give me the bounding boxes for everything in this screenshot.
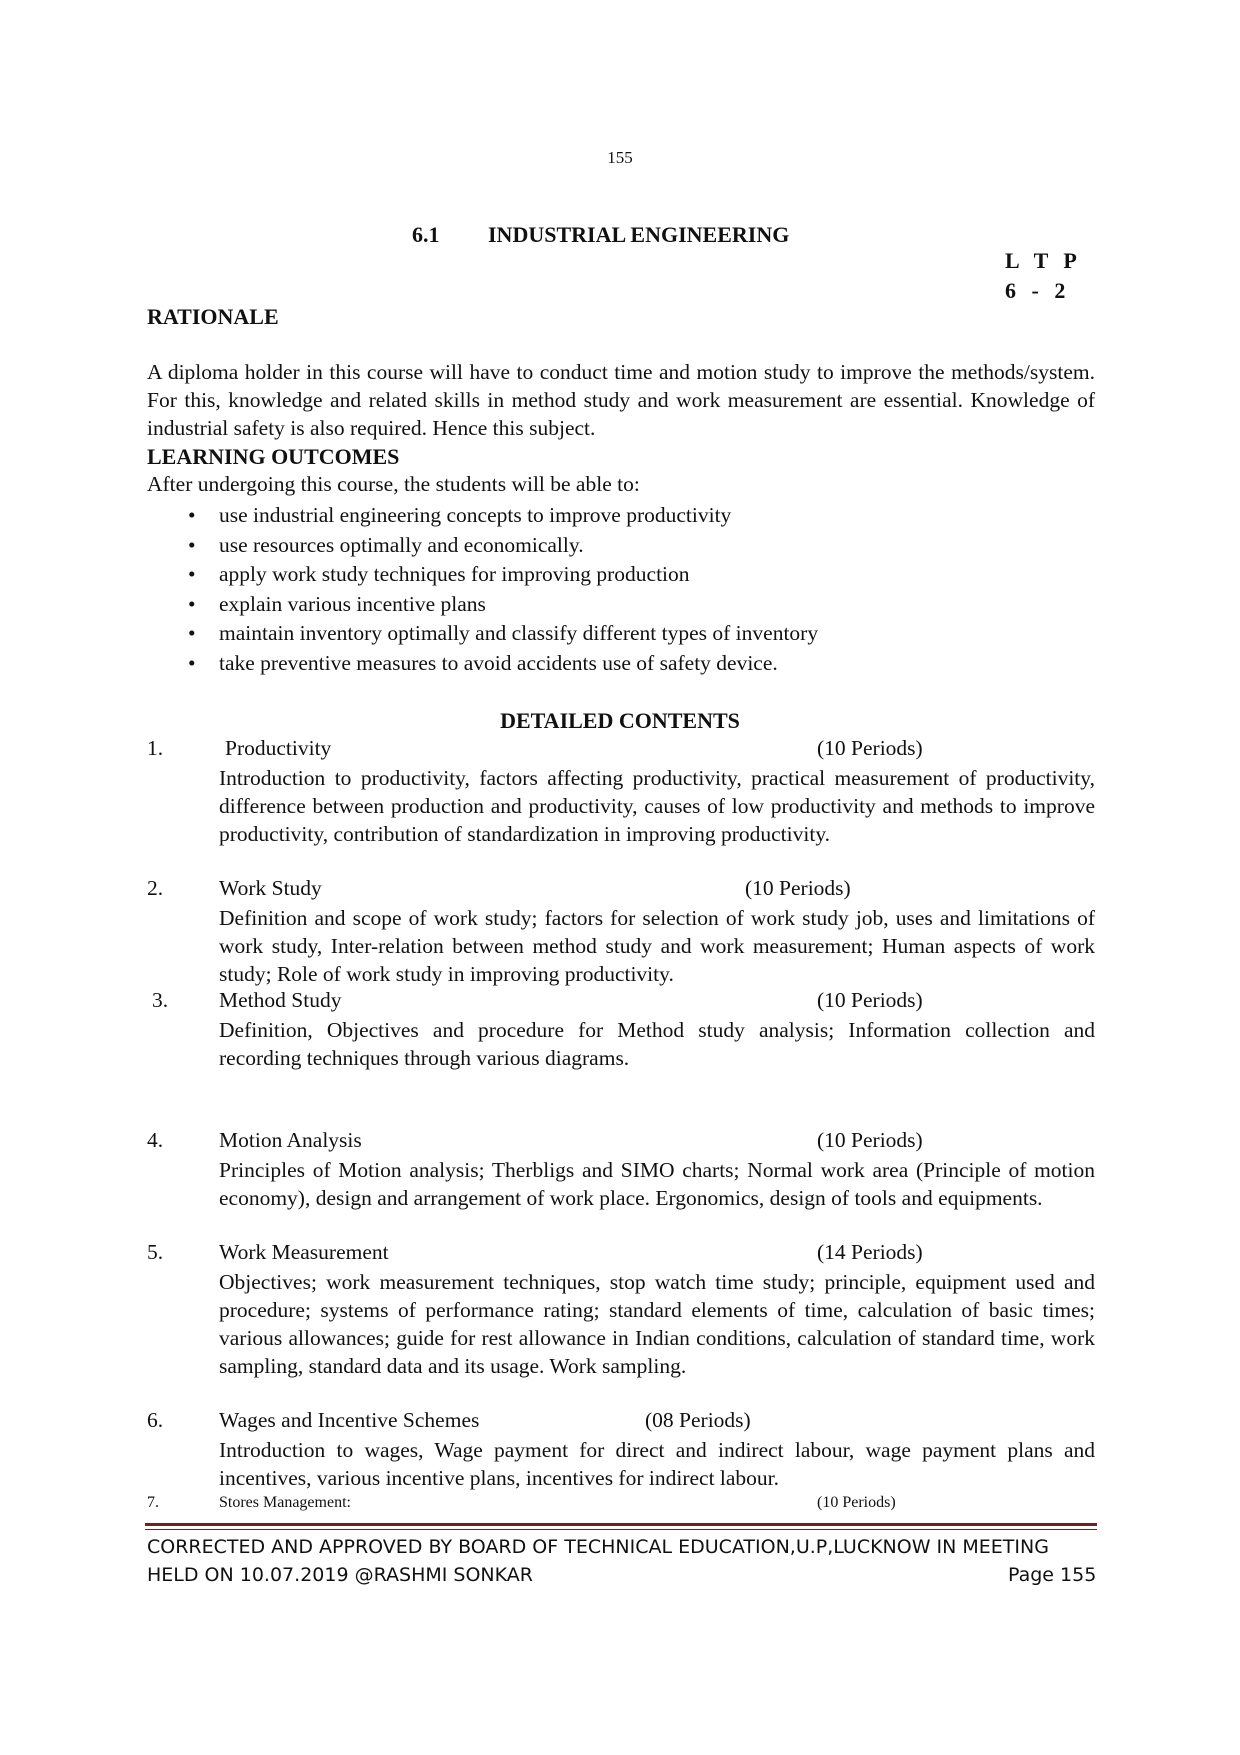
module-title: Stores Management: bbox=[219, 1494, 351, 1511]
module-title: Motion Analysis bbox=[219, 1128, 362, 1152]
module-number: 3. bbox=[152, 988, 169, 1012]
module-number: 2. bbox=[147, 876, 164, 900]
module-title: Productivity bbox=[225, 736, 332, 760]
module-description: Definition, Objectives and procedure for Method study analysis; Information collection and recording techniques through various diagrams. bbox=[219, 1018, 1095, 1070]
course-title bbox=[412, 222, 789, 248]
ltp-values: 6 - 2 bbox=[1005, 278, 1066, 303]
course-title-text: INDUSTRIAL ENGINEERING bbox=[488, 222, 790, 247]
module-number: 6. bbox=[147, 1408, 164, 1432]
module-title: Wages and Incentive Schemes bbox=[219, 1408, 480, 1432]
course-number: 6.1 bbox=[412, 222, 440, 247]
page-number: 155 bbox=[607, 148, 633, 167]
module-periods: (08 Periods) bbox=[645, 1408, 751, 1432]
footer-page-label: Page 155 bbox=[1008, 1564, 1097, 1586]
module-number: 1. bbox=[147, 736, 164, 760]
module-description: Introduction to wages, Wage payment for direct and indirect labour, wage payment plans and incentives, various incentive plans, incentives for indirect labour. bbox=[219, 1438, 1095, 1490]
list-item: • use industrial engineering concepts to improve productivity bbox=[188, 501, 818, 531]
learning-outcomes-heading: LEARNING OUTCOMES bbox=[147, 444, 400, 469]
module-title: Work Measurement bbox=[219, 1240, 389, 1264]
list-item: • use resources optimally and economically. bbox=[188, 531, 818, 561]
module-title: Work Study bbox=[219, 876, 322, 900]
ltp-header: L T P bbox=[1005, 248, 1077, 273]
list-item: • maintain inventory optimally and classify different types of inventory bbox=[188, 619, 818, 649]
list-item: • explain various incentive plans bbox=[188, 590, 818, 620]
learning-outcomes-list bbox=[188, 501, 818, 679]
rationale-heading: RATIONALE bbox=[147, 304, 279, 329]
module-periods: (10 Periods) bbox=[817, 988, 923, 1012]
module-description: Definition and scope of work study; factors for selection of work study job, uses and limitations of work study, Inter-relation between method study and work measurement; Human aspects of work study; Role of work study in improving productivity. bbox=[219, 906, 1095, 986]
module-description: Principles of Motion analysis; Therbligs and SIMO charts; Normal work area (Principle of motion economy), design and arrangement of work place. Ergonomics, design of tools and equipments. bbox=[219, 1158, 1095, 1210]
list-item: • take preventive measures to avoid accidents use of safety device. bbox=[188, 649, 818, 679]
footer-divider-thin bbox=[145, 1529, 1097, 1530]
module-number: 5. bbox=[147, 1240, 164, 1264]
module-periods: (10 Periods) bbox=[817, 1494, 896, 1511]
learning-outcomes-intro: After undergoing this course, the students will be able to: bbox=[147, 472, 640, 496]
module-periods: (10 Periods) bbox=[817, 1128, 923, 1152]
list-item: • apply work study techniques for improving production bbox=[188, 560, 818, 590]
module-number: 7. bbox=[147, 1494, 159, 1511]
module-periods: (10 Periods) bbox=[745, 876, 851, 900]
footer-approval-line: CORRECTED AND APPROVED BY BOARD OF TECHNICAL EDUCATION,U.P,LUCKNOW IN MEETING bbox=[147, 1536, 1049, 1558]
module-description: Objectives; work measurement techniques, stop watch time study; principle, equipment used and procedure; systems of performance rating; standard elements of time, calculation of basic times; various allowances; guide for rest allowance in Indian conditions, calculation of standard time, work sampling, standard data and its usage. Work sampling. bbox=[219, 1270, 1095, 1378]
detailed-contents-heading: DETAILED CONTENTS bbox=[500, 708, 740, 733]
module-periods: (10 Periods) bbox=[817, 736, 923, 760]
rationale-text: A diploma holder in this course will have to conduct time and motion study to improve the methods/system. For this, knowledge and related skills in method study and work measurement are essential. Knowledge of industrial safety is also required. Hence this subject. bbox=[147, 360, 1095, 440]
footer-meeting-line: HELD ON 10.07.2019 @RASHMI SONKAR bbox=[147, 1564, 533, 1586]
module-title: Method Study bbox=[219, 988, 342, 1012]
module-description: Introduction to productivity, factors affecting productivity, practical measurement of productivity, difference between production and productivity, causes of low productivity and methods to improve productivity, contribution of standardization in improving productivity. bbox=[219, 766, 1095, 846]
module-periods: (14 Periods) bbox=[817, 1240, 923, 1264]
module-number: 4. bbox=[147, 1128, 164, 1152]
footer-divider bbox=[145, 1523, 1097, 1526]
